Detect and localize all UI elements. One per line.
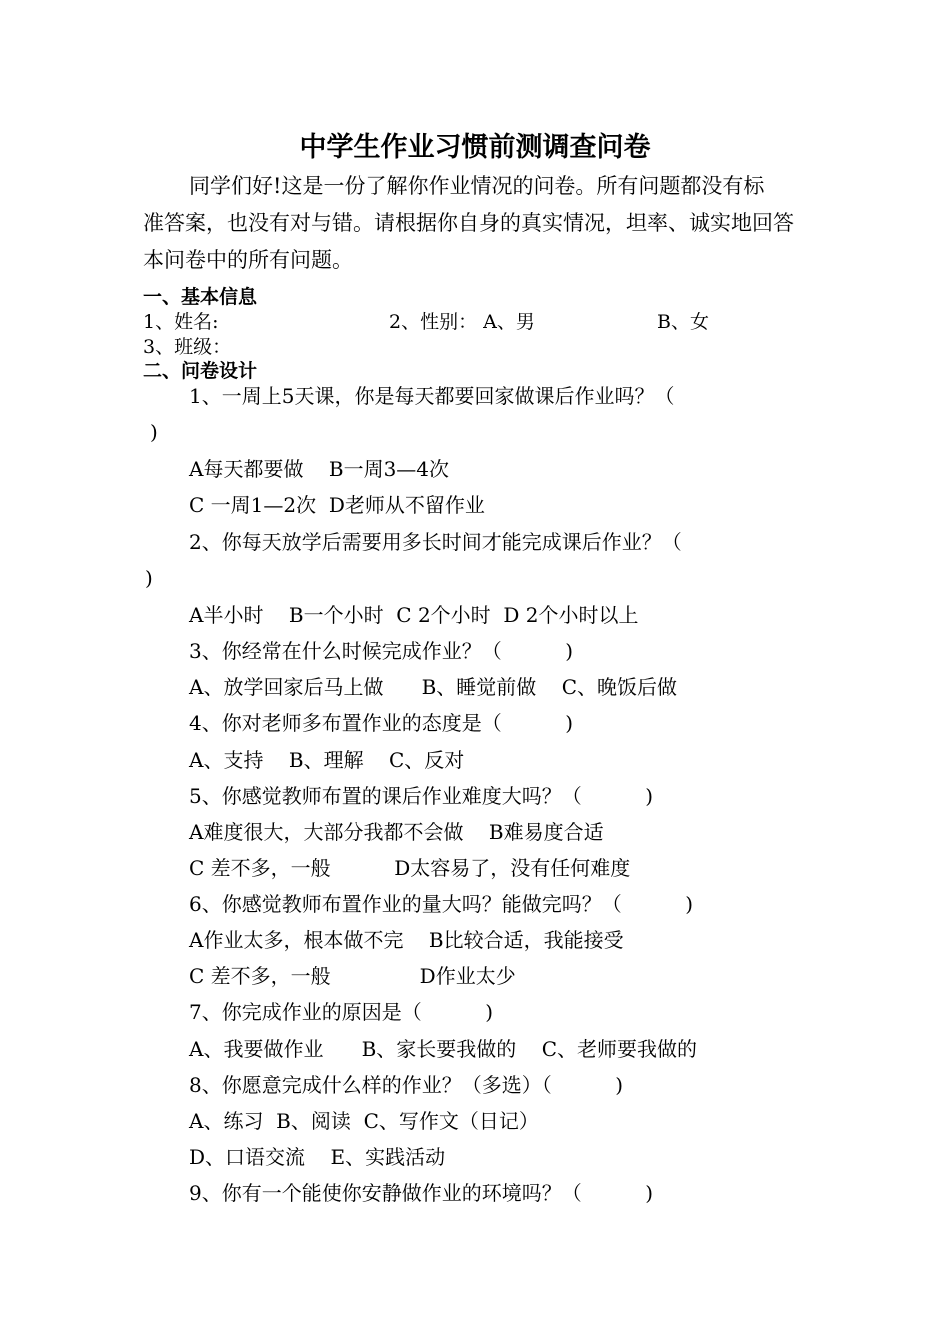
question-5-options: C 差不多，一般 D太容易了，没有任何难度 [189,856,631,880]
question-5-stem: 5、你感觉教师布置的课后作业难度大吗？（ ) [189,784,654,808]
question-2-stem: 2、你每天放学后需要用多长时间才能完成课后作业？（ [189,530,682,554]
question-8-stem: 8、你愿意完成什么样的作业？（多选）（ ) [189,1073,624,1097]
question-6-options: A作业太多，根本做不完 B比较合适，我能接受 [189,928,624,952]
question-5-options: A难度很大，大部分我都不会做 B难易度合适 [189,820,604,844]
class-label: 3、班级： [143,336,232,358]
gender-label: 2、性别： A、男 [389,311,535,333]
question-7-stem: 7、你完成作业的原因是（ ) [189,1000,494,1024]
question-8-options: A、练习 B、阅读 C、写作文（日记） [189,1109,539,1133]
name-label: 1、姓名: [143,311,219,333]
intro-line: 本问卷中的所有问题。 [143,248,353,272]
question-8-options: D、口语交流 E、实践活动 [189,1145,446,1169]
question-1-stem-end: ) [150,420,158,444]
question-4-stem: 4、你对老师多布置作业的态度是（ ) [189,711,574,735]
question-3-options: A、放学回家后马上做 B、睡觉前做 C、晚饭后做 [189,675,678,699]
intro-line: 同学们好!这是一份了解你作业情况的问卷。所有问题都没有标 [189,174,765,198]
question-6-options: C 差不多，一般 D作业太少 [189,964,516,988]
question-4-options: A、支持 B、理解 C、反对 [189,748,465,772]
section-heading: 二、问卷设计 [143,360,258,382]
question-9-stem: 9、你有一个能使你安静做作业的环境吗？（ ) [189,1181,654,1205]
question-7-options: A、我要做作业 B、家长要我做的 C、老师要我做的 [189,1037,698,1061]
question-2-options: A半小时 B一个小时 C 2个小时 D 2个小时以上 [189,603,639,627]
gender-female-option: B、女 [657,311,709,333]
page-title: 中学生作业习惯前测调查问卷 [299,132,651,163]
question-2-stem-end: ) [145,566,153,590]
question-1-stem: 1、一周上5天课，你是每天都要回家做课后作业吗？（ [189,384,675,408]
question-1-options: A每天都要做 B一周3—4次 [189,457,450,481]
question-1-options: C 一周1—2次 D老师从不留作业 [189,493,485,517]
section-heading: 一、基本信息 [143,286,258,308]
question-3-stem: 3、你经常在什么时候完成作业？（ ) [189,639,574,663]
intro-line: 准答案，也没有对与错。请根据你自身的真实情况，坦率、诚实地回答 [143,211,794,235]
question-6-stem: 6、你感觉教师布置作业的量大吗？能做完吗？（ ) [189,892,694,916]
